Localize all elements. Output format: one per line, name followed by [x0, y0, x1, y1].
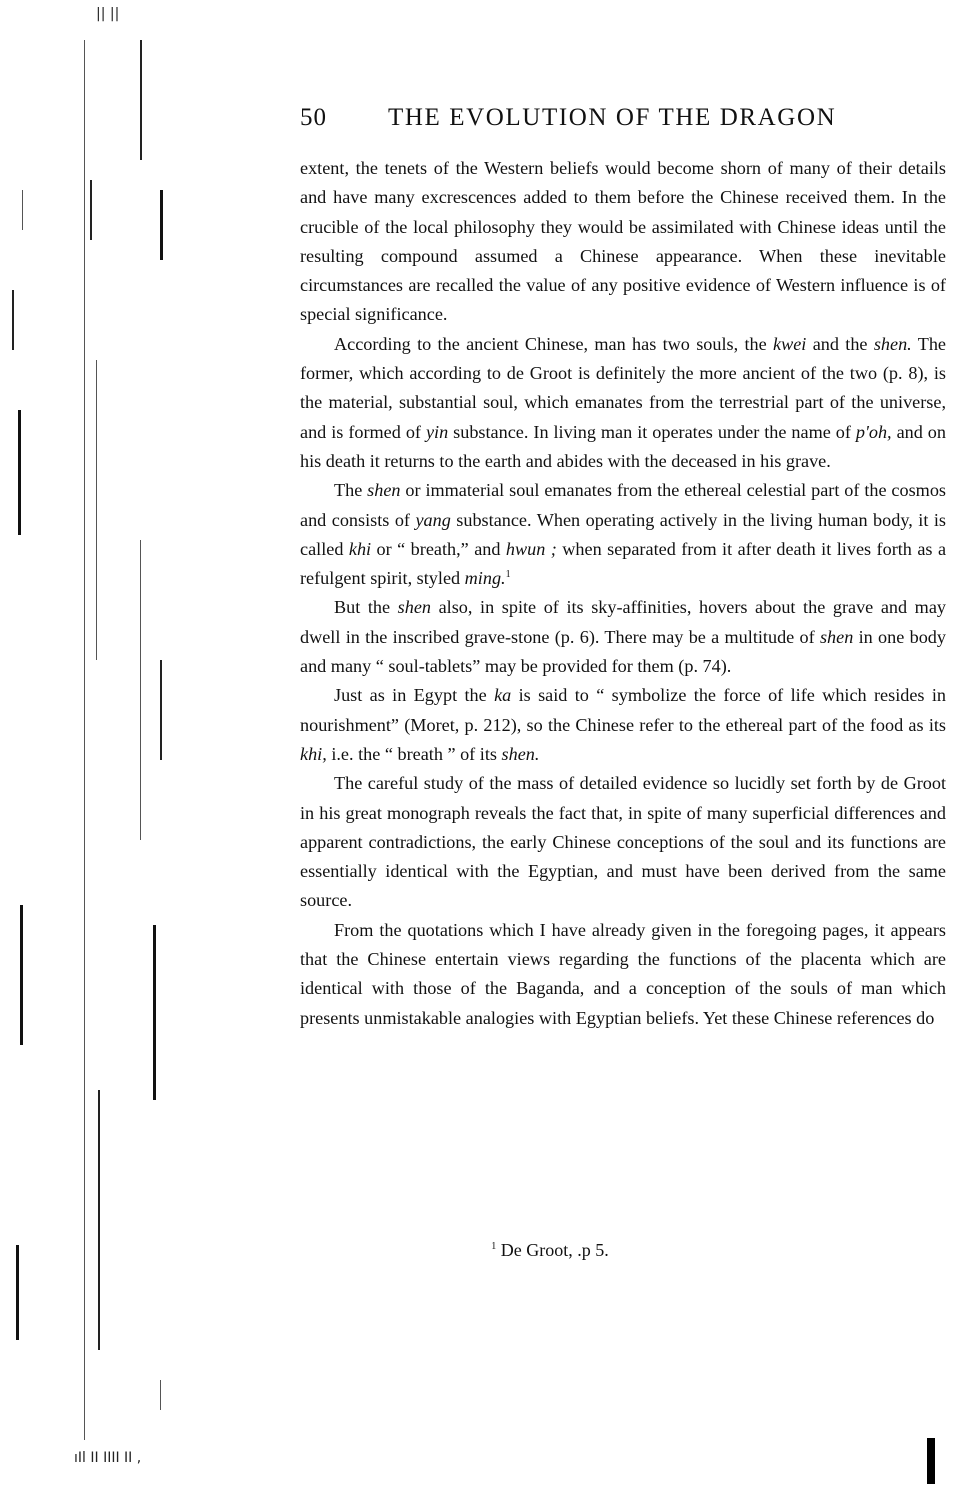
text-run: substance. In living man it operates under the name of: [448, 421, 856, 442]
text-run: and the: [806, 333, 874, 354]
text-run: is said to “ symbolize the force of life which resides in nourishment” (Moret, p. 212), so the Chinese refer to the ethereal part of the food as its: [300, 685, 946, 735]
running-header: [300, 104, 862, 132]
text-run: The former, which according to de Groot is definitely the more ancient of the two (p. 8), is the material, substantial soul, which emanates from the terrestrial part of the universe, and is formed of: [300, 333, 946, 442]
paragraph: [300, 593, 946, 681]
italic-term: ka: [494, 685, 512, 706]
italic-term: khi,: [300, 743, 327, 764]
paragraph: [300, 154, 946, 330]
paragraph: [300, 476, 946, 593]
scan-streak: [90, 180, 92, 240]
italic-term: khi: [348, 538, 372, 559]
paragraph: [300, 769, 946, 915]
scan-mark: ıIl II IIII II ,: [74, 1450, 142, 1466]
scan-streak: [22, 190, 23, 230]
scan-streak: [153, 925, 156, 1100]
italic-term: kwei: [773, 333, 807, 354]
scan-streak: [12, 290, 14, 350]
scan-artifacts: [0, 0, 300, 1487]
scan-streak: [140, 40, 142, 160]
scan-streak: [18, 410, 21, 535]
italic-term: yin: [425, 421, 449, 442]
scan-streak: [20, 905, 23, 1045]
text-run: From the quotations which I have already given in the foregoing pages, it appears that the Chinese entertain views regarding the functions of the placenta which are identical with those of the Baganda, and a conception of the souls of man which presents unmistakable analogies with Egyptian beliefs. Yet these Chinese references do: [300, 919, 946, 1028]
running-title: THE EVOLUTION OF THE DRAGON: [388, 104, 837, 131]
footnote-text: De Groot, .p 5.: [500, 1240, 609, 1260]
scan-streak: [96, 360, 97, 660]
italic-term: shen.: [501, 743, 540, 764]
text-run: substance. When operating actively in the living human body, it is called: [300, 509, 946, 559]
italic-term: shen: [819, 626, 854, 647]
italic-term: hwun ;: [505, 538, 557, 559]
body-text: [300, 154, 946, 1033]
paragraph: [300, 681, 946, 769]
text-run: i.e. the “ breath ” of its: [326, 743, 502, 764]
text-run: extent, the tenets of the Western beliefs would become shorn of many of their details and have many excrescences added to them before the Chinese received them. In the crucible of the local philosophy they would be assimilated with Chinese ideas until the resulting compound assumed a Chinese appearance. When these inevitable circumstances are recalled the value of any positive evidence of Western influence is of special significance.: [300, 158, 946, 325]
paragraph: [300, 330, 946, 476]
footnote: [300, 1240, 800, 1261]
scan-edge-mark: [927, 1438, 935, 1484]
scan-streak: [160, 660, 162, 760]
text-run: According to the ancient Chinese, man has two souls, the: [334, 333, 774, 354]
text-run: The careful study of the mass of detailed evidence so lucidly set forth by de Groot in his great monograph reveals the fact that, in spite of many superficial differences and apparent contradictions, the early Chinese conceptions of the soul and its functions are essentially identical with the Egyptian, and must have been derived from the same source.: [300, 773, 946, 911]
scan-streak: [160, 1380, 161, 1410]
footnote-reference: 1: [505, 569, 511, 581]
italic-term: p'oh,: [855, 421, 892, 442]
italic-term: shen: [367, 480, 401, 501]
scan-streak: [84, 40, 85, 1440]
text-run: The: [334, 480, 368, 501]
italic-term: yang: [415, 509, 451, 530]
paragraph: [300, 916, 946, 1033]
italic-term: shen: [397, 597, 432, 618]
scan-streak: [160, 190, 163, 260]
footnote-marker: 1: [491, 1241, 497, 1252]
scan-mark: || ||: [96, 6, 120, 22]
text-run: or “ breath,” and: [371, 538, 506, 559]
scan-streak: [140, 540, 141, 840]
scan-streak: [98, 1090, 100, 1350]
text-run: also, in spite of its sky-affinities, hovers about the grave and may dwell in the inscribed grave-stone (p. 6). There may be a multitude of: [300, 597, 946, 647]
text-run: or immaterial soul emanates from the ethereal celestial part of the cosmos and consists of: [300, 480, 946, 530]
scan-streak: [16, 1245, 19, 1340]
italic-term: ming.: [464, 568, 506, 589]
text-run: and on his death it returns to the earth and abides with the deceased in his grave.: [300, 421, 946, 471]
text-run: Just as in Egypt the: [334, 685, 495, 706]
text-run: But the: [334, 597, 398, 618]
text-run: when separated from it after death it lives forth as a refulgent spirit, styled: [300, 538, 947, 589]
page-number: 50: [300, 104, 327, 131]
italic-term: shen.: [873, 333, 912, 354]
text-run: in one body and many “ soul-tablets” may be provided for them (p. 74).: [300, 626, 946, 677]
